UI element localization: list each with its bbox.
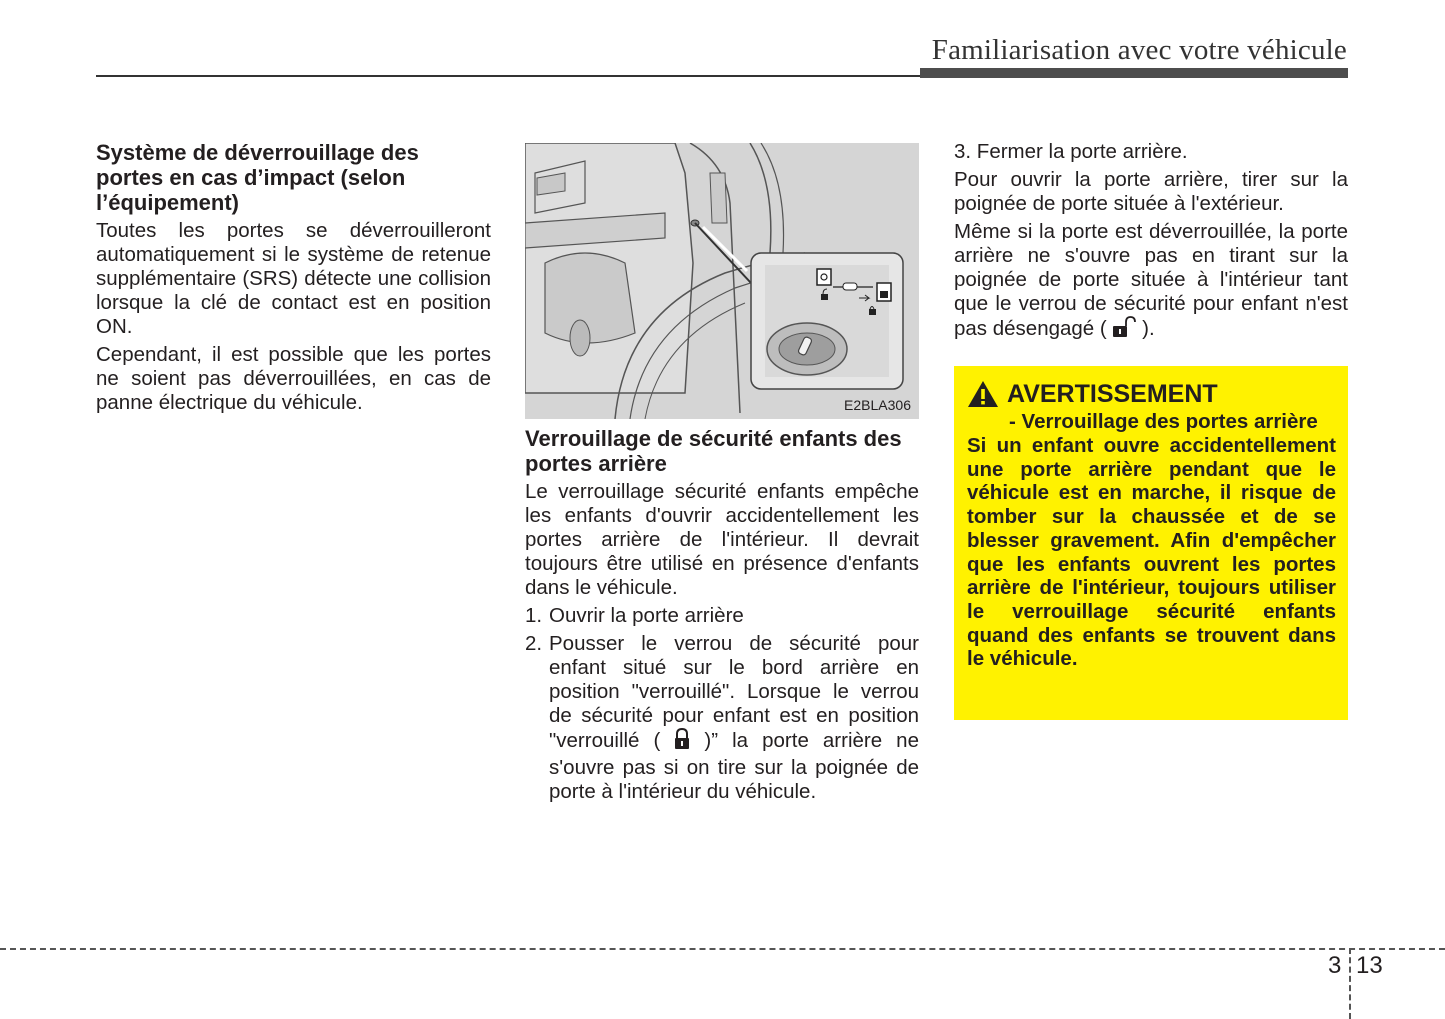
paragraph (954, 220, 1348, 344)
step-text-part: Pousser le verrou de sécurité pour enfant situé sur le bord arrière en position "verrouillé". Lorsque le verrou de sécurité pour enfant est en position "verrouillé ( (549, 632, 919, 752)
paragraph: Pour ouvrir la porte arrière, tirer sur la poignée de porte située à l'extérieur. (954, 168, 1348, 215)
chapter-number: 3 (1328, 952, 1342, 979)
page-number: 13 (1356, 952, 1383, 979)
header-rule (96, 75, 920, 77)
warning-subtitle: - Verrouillage des portes arrière (1009, 410, 1318, 433)
header-bar (920, 68, 1348, 78)
warning-title-row (967, 380, 1336, 408)
figure-code: E2BLA306 (844, 397, 911, 413)
warning-box (954, 366, 1348, 720)
step-3: 3. Fermer la porte arrière. (954, 140, 1188, 163)
footer-divider (1349, 948, 1351, 1019)
child-lock-illustration (525, 143, 919, 419)
footer-rule (0, 948, 1445, 950)
paragraph: Le verrouillage sécurité enfants empêche les enfants d'ouvrir accidentellement les portes arrière de l'intérieur. Il devrait toujours être utilisé en présence d'enfants dans le véhicule. (525, 480, 919, 599)
step-number: 2. (525, 632, 543, 655)
step-number: 1. (525, 604, 543, 627)
section-heading-child-lock: Verrouillage de sécurité enfants des portes arrière (525, 426, 902, 476)
warning-title: AVERTISSEMENT (1007, 380, 1218, 408)
column-middle (525, 426, 919, 808)
step-2 (525, 632, 919, 804)
paragraph: Cependant, il est possible que les portes ne soient pas déverrouillées, en cas de panne électrique du véhicule. (96, 343, 491, 414)
paragraph-part: ). (1142, 317, 1155, 340)
warning-body: Si un enfant ouvre accidentellement une porte arrière pendant que le véhicule est en marche, il risque de tomber sur la chaussée et de se blesser gravement. Afin d'empêcher que les enfants ouvrent les portes arrière de l'intérieur, toujours utiliser le verrouillage sécurité enfants quand des enfants se trouvent dans le véhicule. (967, 434, 1336, 671)
door-diagram (525, 143, 919, 419)
paragraph: Toutes les portes se déverrouilleront automatiquement si le système de retenue supplémentaire (SRS) détecte une collision lorsque la clé de contact est en position ON. (96, 219, 491, 338)
lock-open-icon (1112, 316, 1136, 344)
section-heading-impact-unlock: Système de déverrouillage des portes en cas d’impact (selon l’équipement) (96, 140, 419, 215)
step-1 (525, 604, 919, 628)
step-text-part: )” la porte arrière ne s'ouvre pas si on tire sur la poignée de porte à l'intérieur du véhicule. (549, 729, 919, 803)
step-text (549, 632, 919, 804)
paragraph-part: Même si la porte est déverrouillée, la porte arrière ne s'ouvre pas en tirant sur la poignée de porte située à l'intérieur tant que le verrou de sécurité pour enfant n'est pas désengagé ( (954, 220, 1348, 340)
lock-closed-icon (674, 728, 690, 756)
column-right (954, 140, 1348, 348)
step-text: Ouvrir la porte arrière (549, 604, 744, 627)
column-left (96, 140, 491, 419)
chapter-title: Familiarisation avec votre véhicule (931, 34, 1347, 66)
warning-triangle-icon (967, 380, 999, 408)
